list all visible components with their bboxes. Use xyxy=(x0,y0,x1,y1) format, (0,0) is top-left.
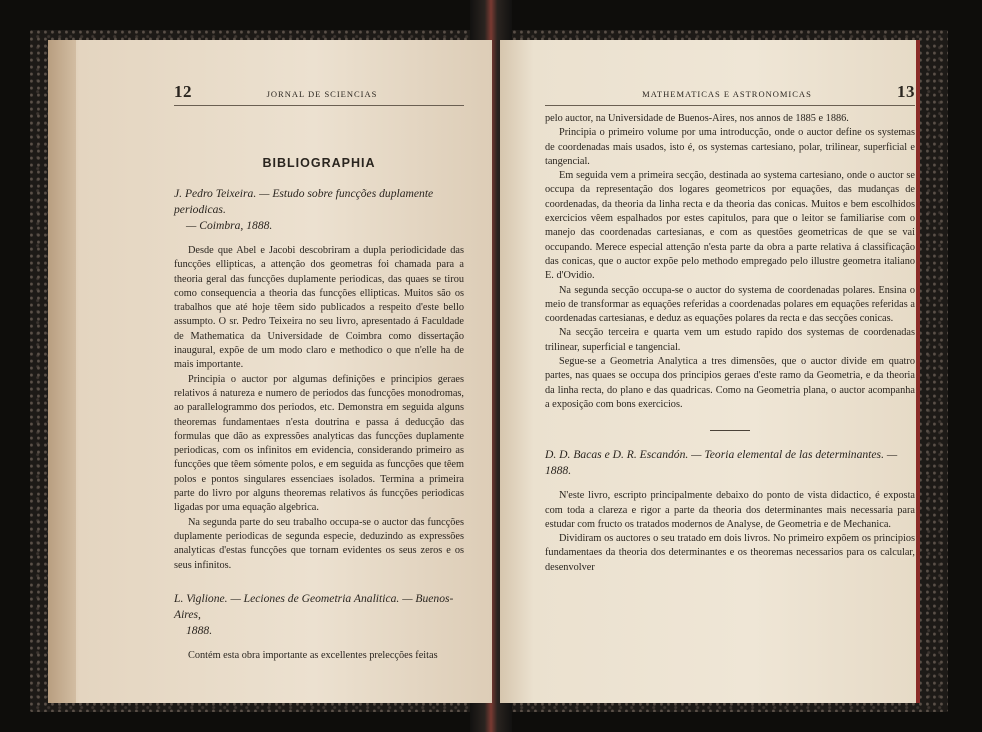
left-page-content xyxy=(174,82,464,663)
right-page-content xyxy=(545,82,915,575)
paragraph: Contém esta obra importante as excellentes prelecções feitas xyxy=(188,649,438,661)
reference-line: — Coimbra, 1888. xyxy=(186,219,273,232)
bibliographic-reference xyxy=(174,591,464,639)
running-head xyxy=(545,82,915,106)
paragraph: Dividiram os auctores o seu tratado em dois livros. No primeiro expõem os principios fundamentaes da theoria dos determinantes e os theoremas necessarios para os calcular, desenvolver xyxy=(545,533,915,573)
paragraph: N'este livro, escripto principalmente debaixo do ponto de vista didactico, é exposta com toda a clareza e rigor a parte da theoria dos determinantes mais necessaria para estudar com fructo os tratados modernos de Analyse, de Geometria e de Mechanica. xyxy=(545,490,915,530)
section-title: BIBLIOGRAPHIA xyxy=(262,156,376,170)
left-page xyxy=(48,40,492,703)
paragraph: Principia o auctor por algumas definições e principios geraes relativos á natureza e numero de periodos das funcções monodromas, ao parallelogrammo dos periodos, etc. Demonstra em seguida alguns theoremas fundamentaes n'esta doutrina e passa á deducção das formulas que dão as expressões analyticas das funcções duplamente periodicas, com os infinitos em evidencia, considerando primeiro as funcções que têem sómente polos, e em seguida as funcções que têem polos e pontos singulares essenciaes isolados. Termina a primeira parte do livro por alguns theoremas relativos ás funcções periodicas ligadas por uma equação algebrica. xyxy=(174,373,464,514)
paragraph: Em seguida vem a primeira secção, destinada ao systema cartesiano, onde o auctor se occupa da representação dos logares geometricos por equações, das mudanças de coordenadas, da theoria da linha recta e da theoria das conicas. Muitos e bem escolhidos exercicios vêem espalhados por estes capitulos, para que o leitor se familiarise com o manejo das coordenadas cartesianas, e com as questões geometricas de que se vai occupando. Merece especial attenção n'esta parte da obra a parte relativa á classificação das conicas, que o auctor expõe pelo methodo empregado pelo illustre geometra italiano E. d'Ovidio. xyxy=(545,170,915,282)
page-number: 12 xyxy=(174,82,192,101)
reference-line: 1888. xyxy=(186,623,213,637)
bibliographic-reference xyxy=(545,447,915,479)
page-number: 13 xyxy=(896,82,915,101)
reference-line: L. Viglione. — Leciones de Geometria Analitica. — Buenos-Aires, xyxy=(174,591,454,621)
paragraph: Segue-se a Geometria Analytica a tres dimensões, que o auctor divide em quatro partes, nas quaes se occupa dos principios geraes d'este ramo da Geometria, e da theoria da linha recta, do plano e das quadricas. Como na Geometria plana, o auctor acompanha a exposição com bons exercicios. xyxy=(545,356,915,410)
reference-line: D. D. Bacas e D. R. Escandón. — Teoria elemental de las determinantes. — 1888. xyxy=(545,448,898,478)
page-edge xyxy=(48,40,76,703)
paragraph: Na segunda parte do seu trabalho occupa-se o auctor das funcções duplamente periodicas de segunda especie, deduzindo as expressões analyticas d'estas funcções que tornam evidentes os seus zeros e os seus infinitos. xyxy=(174,516,464,571)
page-edge xyxy=(916,40,920,703)
paragraph: Desde que Abel e Jacobi descobriram a dupla periodicidade das funcções ellipticas, a attenção dos geometras foi chamada para a theoria geral das funcções duplamente periodicas, das quaes se tirou como consequencia a theoria das funcções ellipticas. Muitos são os trabalhos que até hoje têem sido publicados a respeito d'este bello assumpto. O sr. Pedro Teixeira no seu livro, apresentado á Faculdade de Mathematica da Universidade de Coimbra como dissertação inaugural, expõe de um modo claro e methodico o que n'elle ha de mais importante. xyxy=(174,245,464,371)
bibliographic-reference xyxy=(174,186,464,234)
running-head-title: JORNAL DE SCIENCIAS xyxy=(266,89,378,99)
paragraph: Principia o primeiro volume por uma introducção, onde o auctor define os systemas de coordenadas mais usados, isto é, os systemas cartesiano, polar, trilinear, superficial e tangencial. xyxy=(545,127,915,167)
running-head-title: MATHEMATICAS E ASTRONOMICAS xyxy=(642,89,812,99)
paragraph: Na secção terceira e quarta vem um estudo rapido dos systemas de coordenadas trilinear, superficial e tangencial. xyxy=(545,327,915,353)
right-page xyxy=(500,40,920,703)
paragraph: pelo auctor, na Universidade de Buenos-Aires, nos annos de 1885 e 1886. xyxy=(545,113,849,124)
paragraph: Na segunda secção occupa-se o auctor do systema de coordenadas polares. Ensina o meio de transformar as equações referidas a coordenadas polares em equações referidas a coordenadas cartesianas, e deduz as equações polares da recta e das secções conicas. xyxy=(545,284,915,325)
running-head xyxy=(174,82,464,106)
reference-line: J. Pedro Teixeira. — Estudo sobre funcções duplamente periodicas. xyxy=(174,187,434,216)
